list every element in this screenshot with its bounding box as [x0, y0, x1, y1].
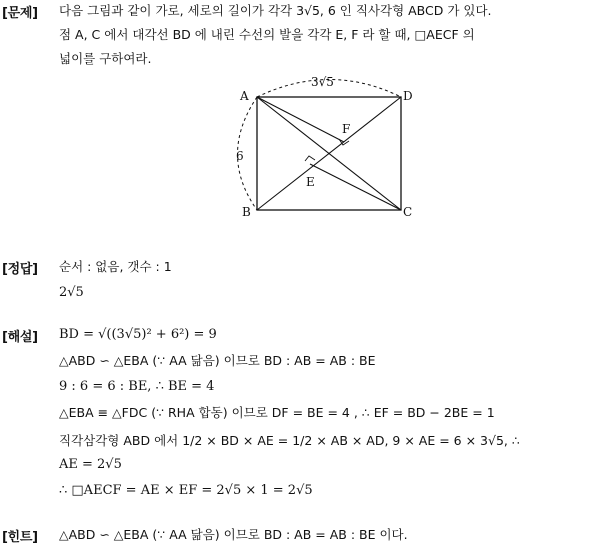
solution-line-6: AE = 2√5	[59, 457, 122, 472]
answer-line-2: 2√5	[59, 285, 84, 300]
segment-af	[257, 97, 344, 142]
solution-line-3: 9 : 6 = 6 : BE, ∴ BE = 4	[59, 379, 215, 394]
point-label-c: C	[403, 205, 413, 219]
hint-label: [힌트]	[2, 530, 38, 545]
point-label-f: F	[342, 122, 351, 136]
point-label-d: D	[403, 89, 413, 103]
top-length-label: 3√5	[311, 75, 334, 89]
solution-section	[0, 326, 592, 506]
solution-line-2: △ABD ∽ △EBA (∵ AA 닮음) 이므로 BD : AB = AB : BE	[59, 353, 376, 368]
problem-line-1: 다음 그림과 같이 가로, 세로의 길이가 각각 3√5, 6 인 직사각형 ABCD 가 있다.	[59, 3, 492, 18]
solution-label: [해설]	[2, 330, 38, 345]
hint-text: △ABD ∽ △EBA (∵ AA 닮음) 이므로 BD : AB = AB : BE 이다.	[59, 527, 408, 542]
solution-line-5: 직각삼각형 ABD 에서 1/2 × BD × AE = 1/2 × AB × AD, 9 × AE = 6 × 3√5, ∴	[59, 433, 520, 448]
answer-line-1: 순서 : 없음, 갯수 : 1	[59, 259, 172, 274]
problem-line-2: 점 A, C 에서 대각선 BD 에 내린 수선의 발을 각각 E, F 라 할 때, □AECF 의	[59, 27, 475, 42]
solution-line-7: ∴ □AECF = AE × EF = 2√5 × 1 = 2√5	[59, 483, 313, 498]
point-label-a: A	[240, 89, 249, 103]
point-label-b: B	[242, 205, 251, 219]
point-label-e: E	[306, 175, 315, 189]
hint-section	[0, 526, 592, 544]
problem-label: [문제]	[2, 6, 38, 21]
right-angle-mark-e	[305, 156, 315, 161]
problem-line-3: 넓이를 구하여라.	[59, 51, 152, 66]
solution-line-1: BD = √((3√5)² + 6²) = 9	[59, 327, 217, 342]
segment-cf	[310, 164, 401, 210]
answer-label: [정답]	[2, 262, 38, 277]
left-length-label: 6	[236, 149, 244, 163]
solution-line-4: △EBA ≡ △FDC (∵ RHA 합동) 이므로 DF = BE = 4 , ∴ EF = BD − 2BE = 1	[59, 405, 495, 420]
answer-section	[0, 258, 592, 304]
